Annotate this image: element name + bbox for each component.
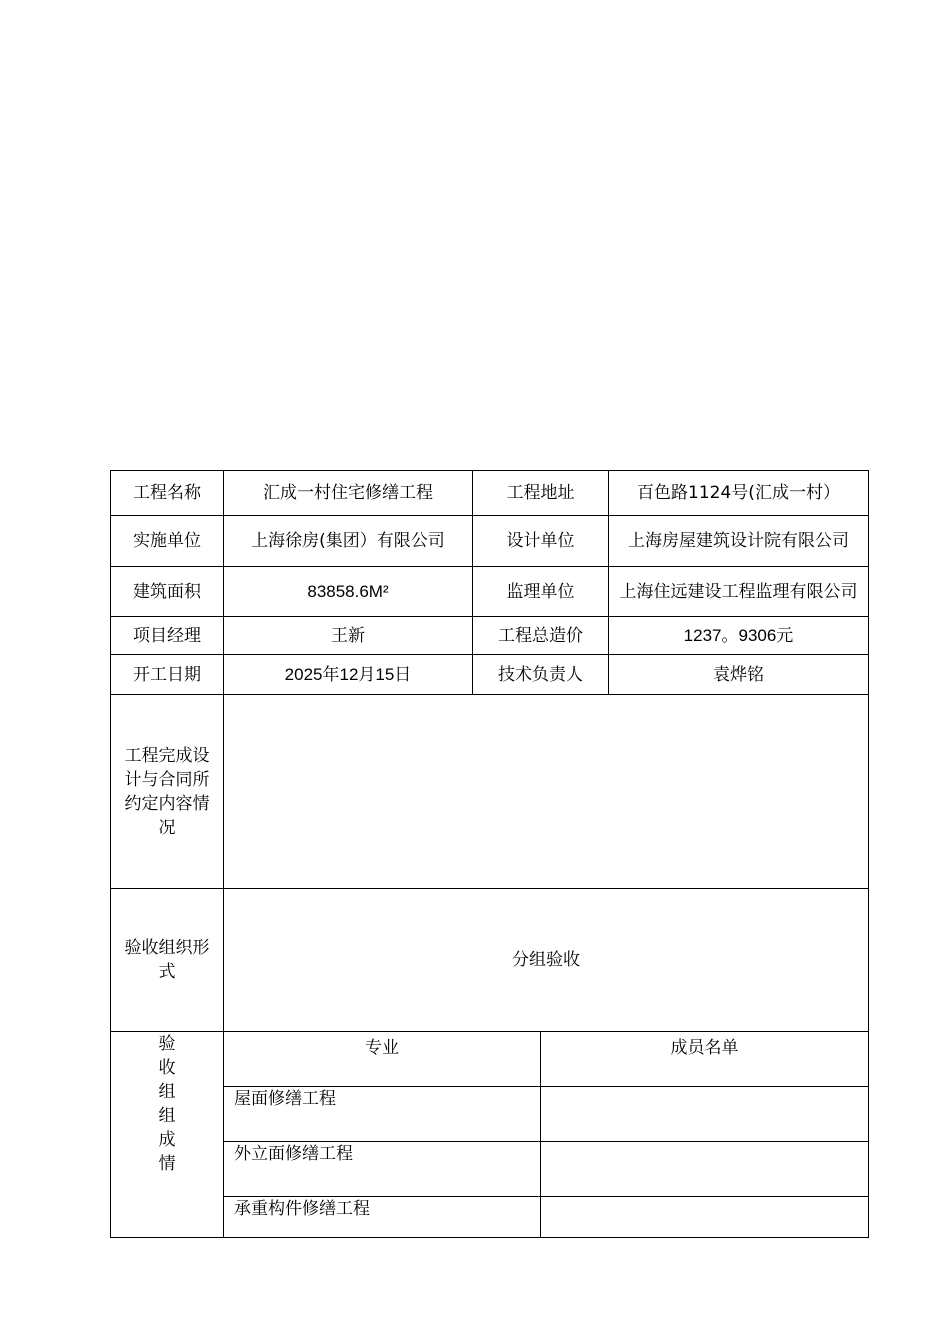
acceptance-form-label: 验收组织形式 — [111, 889, 224, 1032]
acceptance-group-label-char: 收 — [158, 1058, 176, 1078]
form-row-manager — [111, 617, 869, 655]
acceptance-form-value: 分组验收 — [224, 889, 869, 1032]
members-header-row — [224, 1032, 869, 1087]
members-cell — [541, 1142, 869, 1197]
form-row-completion — [111, 695, 869, 889]
completion-status-label: 工程完成设计与合同所约定内容情况 — [111, 695, 224, 889]
supervision-unit-value: 上海住远建设工程监理有限公司 — [609, 567, 869, 617]
design-unit-label: 设计单位 — [473, 516, 609, 567]
project-manager-value: 王新 — [224, 617, 473, 655]
start-date-label: 开工日期 — [111, 655, 224, 695]
project-name-value: 汇成一村住宅修缮工程 — [224, 471, 473, 516]
acceptance-group-label-char: 成 — [158, 1130, 176, 1150]
implementing-unit-label: 实施单位 — [111, 516, 224, 567]
members-subtable-cell — [224, 1032, 869, 1238]
implementing-unit-value: 上海徐房(集团）有限公司 — [224, 516, 473, 567]
specialty-cell: 屋面修缮工程 — [224, 1087, 541, 1142]
project-manager-label: 项目经理 — [111, 617, 224, 655]
form-row-units — [111, 516, 869, 567]
form-row-area — [111, 567, 869, 617]
form-row-members — [111, 1032, 869, 1238]
technical-lead-label: 技术负责人 — [473, 655, 609, 695]
members-row — [224, 1142, 869, 1197]
technical-lead-value: 袁烨铭 — [609, 655, 869, 695]
specialty-header: 专业 — [224, 1032, 541, 1087]
form-row-organization — [111, 889, 869, 1032]
project-name-label: 工程名称 — [111, 471, 224, 516]
members-cell — [541, 1197, 869, 1238]
design-unit-value: 上海房屋建筑设计院有限公司 — [609, 516, 869, 567]
members-row — [224, 1087, 869, 1142]
specialty-cell: 承重构件修缮工程 — [224, 1197, 541, 1238]
members-header: 成员名单 — [541, 1032, 869, 1087]
project-address-value: 百色路1124号(汇成一村） — [609, 471, 869, 516]
completion-status-value — [224, 695, 869, 889]
specialty-cell: 外立面修缮工程 — [224, 1142, 541, 1197]
acceptance-group-label-char: 组 — [158, 1106, 176, 1126]
building-area-label: 建筑面积 — [111, 567, 224, 617]
acceptance-form-table — [110, 470, 869, 1238]
members-subtable — [224, 1032, 869, 1238]
members-cell — [541, 1087, 869, 1142]
members-row — [224, 1197, 869, 1238]
project-address-label: 工程地址 — [473, 471, 609, 516]
building-area-value: 83858.6M² — [224, 567, 473, 617]
supervision-unit-label: 监理单位 — [473, 567, 609, 617]
acceptance-group-label-char: 验 — [158, 1034, 176, 1054]
start-date-value: 2025年12月15日 — [224, 655, 473, 695]
form-row-project — [111, 471, 869, 516]
total-cost-value: 1237。9306元 — [609, 617, 869, 655]
acceptance-group-label-char: 情 — [158, 1154, 176, 1174]
acceptance-group-label — [111, 1032, 224, 1238]
form-row-start — [111, 655, 869, 695]
acceptance-group-label-char: 组 — [158, 1082, 176, 1102]
total-cost-label: 工程总造价 — [473, 617, 609, 655]
